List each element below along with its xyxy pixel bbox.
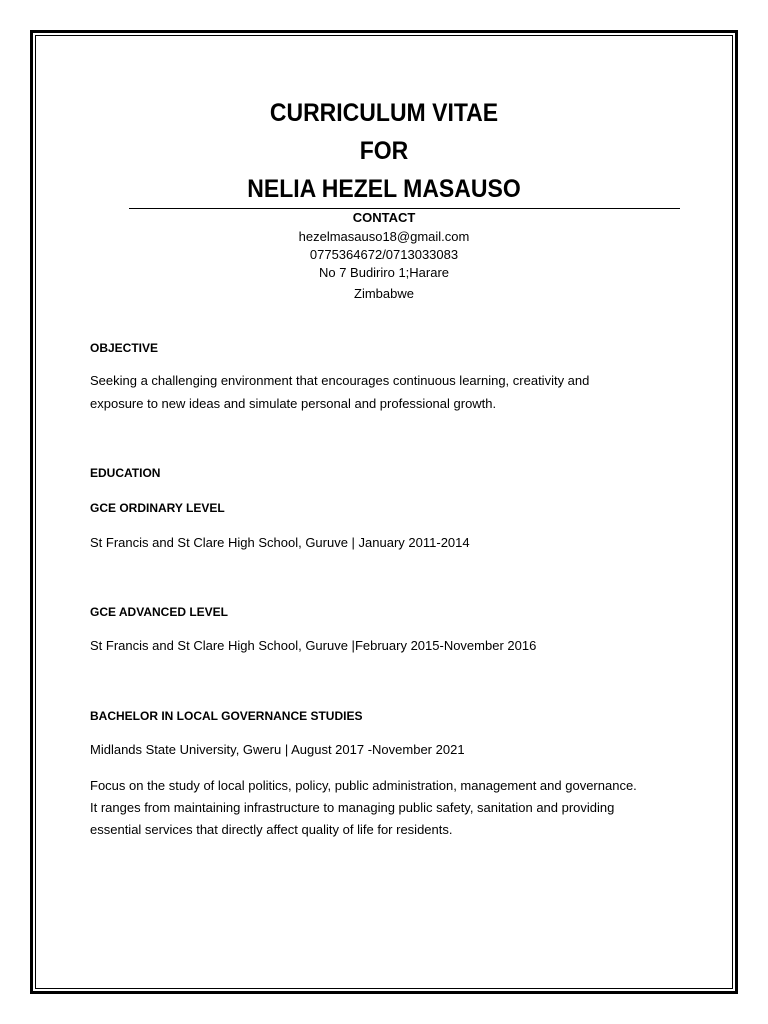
a-level-detail: St Francis and St Clare High School, Guruve |February 2015-November 2016 [90,638,537,653]
degree-heading: BACHELOR IN LOCAL GOVERNANCE STUDIES [90,709,363,723]
cv-name: NELIA HEZEL MASAUSO [247,175,521,203]
contact-phone: 0775364672/0713033083 [309,247,459,262]
objective-heading: OBJECTIVE [90,341,159,355]
o-level-detail: St Francis and St Clare High School, Guruve | January 2011-2014 [90,535,470,550]
cv-title-for: FOR [359,137,409,165]
contact-address: No 7 Budiriro 1;Harare [318,265,450,280]
objective-text-line-2: exposure to new ideas and simulate personal and professional growth. [90,396,497,411]
objective-text-line-1: Seeking a challenging environment that encourages continuous learning, creativity and [90,373,590,388]
a-level-heading: GCE ADVANCED LEVEL [90,605,229,619]
degree-desc-line-3: essential services that directly affect quality of life for residents. [90,822,453,837]
degree-desc-line-1: Focus on the study of local politics, policy, public administration, management and governance. [90,778,637,793]
cv-title: CURRICULUM VITAE [269,99,499,127]
education-heading: EDUCATION [90,466,161,480]
degree-detail: Midlands State University, Gweru | August 2017 -November 2021 [90,742,465,757]
contact-country: Zimbabwe [354,286,414,301]
o-level-heading: GCE ORDINARY LEVEL [90,501,225,515]
contact-heading: CONTACT [352,210,416,225]
degree-desc-line-2: It ranges from maintaining infrastructure to managing public safety, sanitation and providing [90,800,615,815]
contact-email: hezelmasauso18@gmail.com [298,229,470,244]
